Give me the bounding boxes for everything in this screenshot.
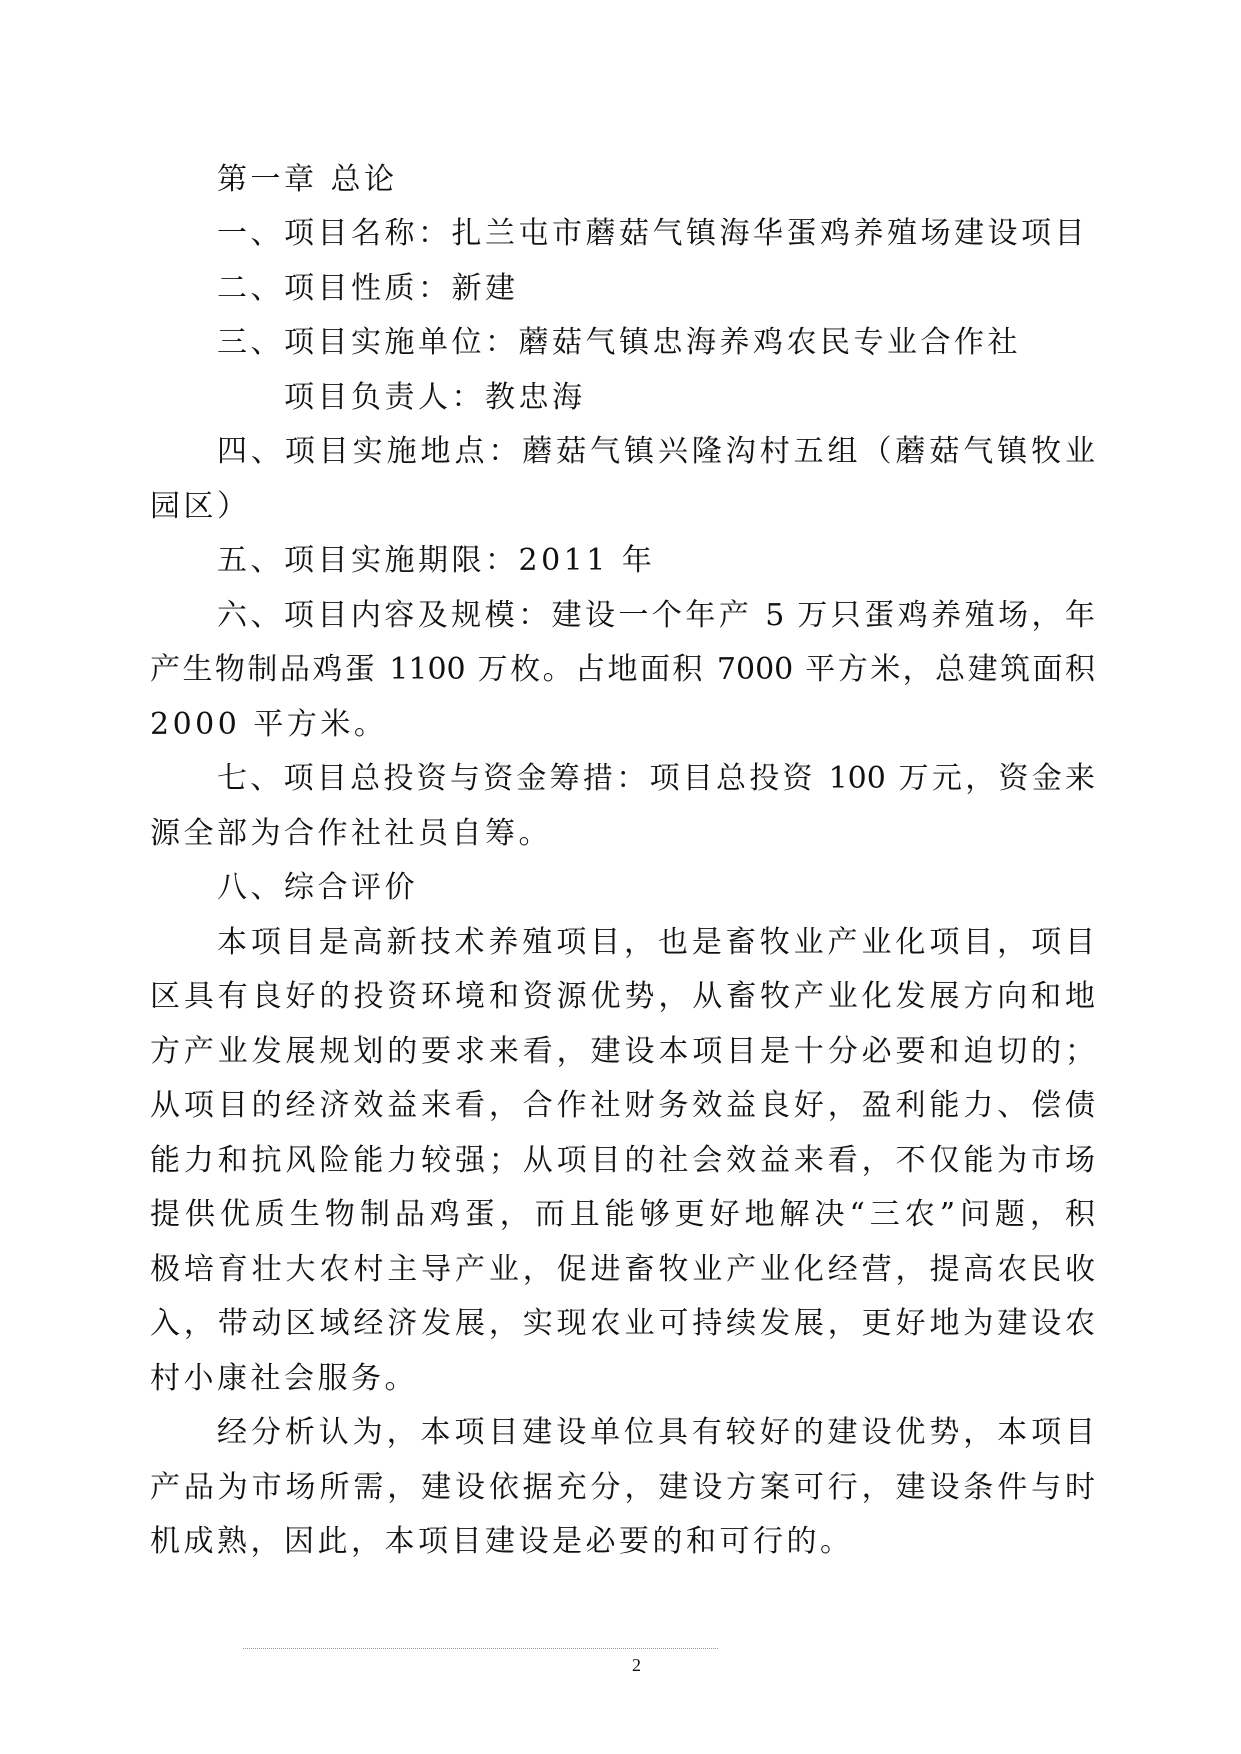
project-period: 五、项目实施期限：2011 年 (217, 543, 656, 578)
project-nature: 二、项目性质：新建 (217, 271, 519, 306)
evaluation-line: 极培育壮大农村主导产业，促进畜牧业产业化经营，提高农民收 (150, 1252, 1095, 1287)
evaluation-line: 入，带动区域经济发展，实现农业可持续发展，更好地为建设农 (150, 1306, 1095, 1341)
project-location-line: 四、项目实施地点：蘑菇气镇兴隆沟村五组（蘑菇气镇牧业 (217, 434, 1095, 469)
chapter-title: 第一章 总论 (217, 162, 398, 197)
project-scale-line: 六、项目内容及规模：建设一个年产 5 万只蛋鸡养殖场，年 (217, 598, 1095, 633)
evaluation-line: 提供优质生物制品鸡蛋，而且能够更好地解决“三农”问题，积 (150, 1197, 1095, 1232)
evaluation-line: 能力和抗风险能力较强；从项目的社会效益来看，不仅能为市场 (150, 1143, 1095, 1178)
evaluation-line: 区具有良好的投资环境和资源优势，从畜牧产业化发展方向和地 (150, 979, 1095, 1014)
project-investment-line: 源全部为合作社社员自筹。 (150, 816, 552, 851)
evaluation-line: 村小康社会服务。 (150, 1361, 418, 1396)
project-scale-line: 2000 平方米。 (150, 707, 388, 742)
project-name: 一、项目名称：扎兰屯市蘑菇气镇海华蛋鸡养殖场建设项目 (217, 216, 1088, 251)
project-scale-line: 产生物制品鸡蛋 1100 万枚。占地面积 7000 平方米，总建筑面积 (150, 652, 1095, 687)
footer-divider (243, 1648, 718, 1649)
evaluation-title: 八、综合评价 (217, 870, 418, 905)
project-leader: 项目负责人：教忠海 (284, 380, 586, 415)
evaluation-line: 本项目是高新技术养殖项目，也是畜牧业产业化项目，项目 (217, 925, 1095, 960)
project-investment-line: 七、项目总投资与资金筹措：项目总投资 100 万元，资金来 (217, 761, 1095, 796)
project-location-line: 园区） (150, 489, 251, 524)
conclusion-line: 机成熟，因此，本项目建设是必要的和可行的。 (150, 1524, 854, 1559)
page-number: 2 (632, 1655, 641, 1675)
evaluation-line: 方产业发展规划的要求来看，建设本项目是十分必要和迫切的； (150, 1034, 1095, 1069)
project-unit: 三、项目实施单位：蘑菇气镇忠海养鸡农民专业合作社 (217, 325, 1021, 360)
evaluation-line: 从项目的经济效益来看，合作社财务效益良好，盈利能力、偿债 (150, 1088, 1095, 1123)
conclusion-line: 经分析认为，本项目建设单位具有较好的建设优势，本项目 (217, 1415, 1095, 1450)
conclusion-line: 产品为市场所需，建设依据充分，建设方案可行，建设条件与时 (150, 1470, 1095, 1505)
